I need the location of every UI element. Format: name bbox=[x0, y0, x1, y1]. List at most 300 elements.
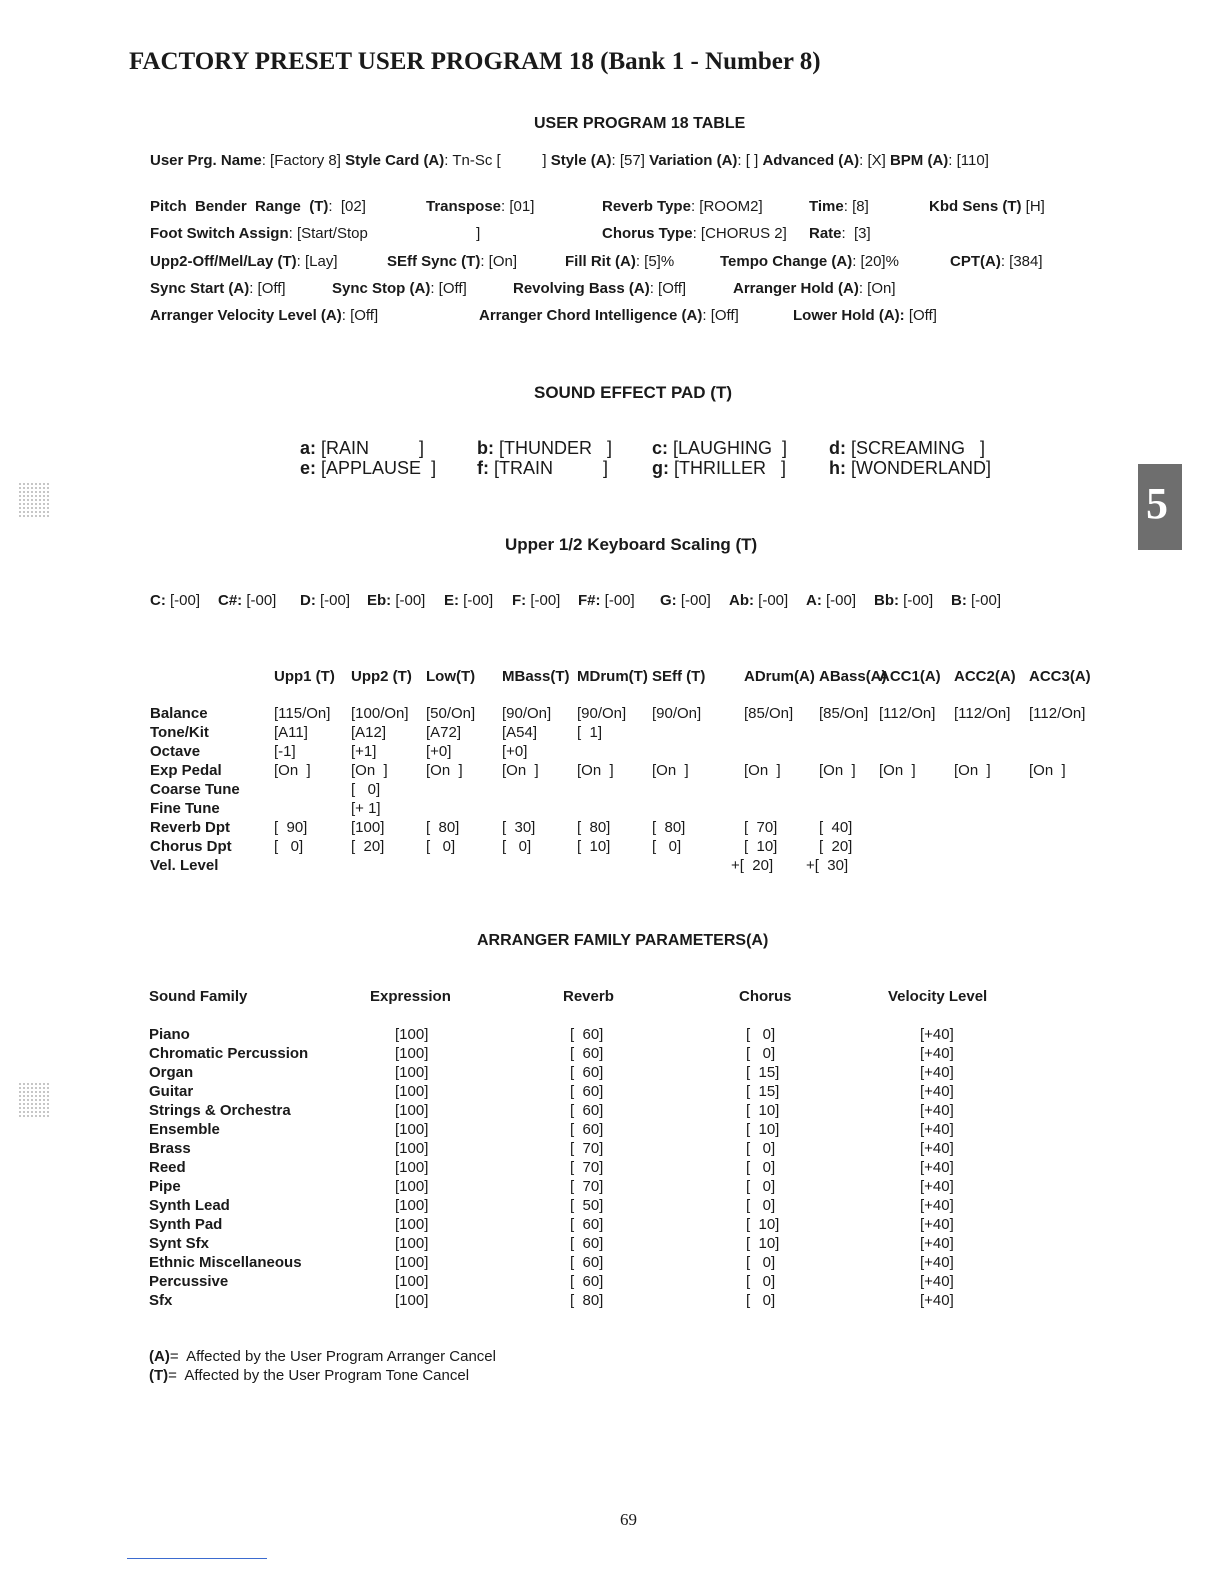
part-cell: [ 40] bbox=[819, 819, 853, 836]
parameter-field bbox=[479, 307, 739, 324]
family-value: [ 60] bbox=[570, 1102, 604, 1119]
part-cell: [On ] bbox=[426, 762, 463, 779]
part-column-header: Upp1 (T) bbox=[274, 668, 335, 685]
scaling-note-label: Ab: bbox=[729, 592, 754, 609]
family-name: Brass bbox=[149, 1140, 191, 1157]
scaling-note-label: A: bbox=[806, 592, 822, 609]
footnote bbox=[149, 1348, 496, 1365]
family-value: [ 10] bbox=[746, 1235, 780, 1252]
footnote-value: = Affected by the User Program Arranger Cancel bbox=[169, 1348, 496, 1365]
part-cell: [On ] bbox=[502, 762, 539, 779]
effect-pad bbox=[300, 458, 436, 479]
part-cell: [ 80] bbox=[426, 819, 460, 836]
family-value: [100] bbox=[395, 1121, 429, 1138]
part-cell: [On ] bbox=[274, 762, 311, 779]
scaling-note-value: [-00] bbox=[600, 592, 635, 609]
footnote-label: (A) bbox=[149, 1348, 170, 1365]
effect-pad bbox=[477, 438, 612, 459]
part-cell: [ 10] bbox=[744, 838, 778, 855]
scaling-note-label: F: bbox=[512, 592, 527, 609]
parameter-field-value: : [8] bbox=[843, 198, 869, 215]
table-title: USER PROGRAM 18 TABLE bbox=[534, 115, 746, 132]
parameter-field bbox=[809, 198, 869, 215]
part-cell: [On ] bbox=[577, 762, 614, 779]
part-cell: [90/On] bbox=[502, 705, 552, 722]
scaling-note bbox=[729, 592, 788, 609]
part-cell: [ 70] bbox=[744, 819, 778, 836]
scaling-note-label: C: bbox=[150, 592, 166, 609]
effect-pad bbox=[300, 438, 424, 459]
parameter-field bbox=[150, 253, 338, 270]
part-cell: [ 0] bbox=[652, 838, 682, 855]
part-cell: [112/On] bbox=[879, 705, 936, 722]
effect-pad-value: [WONDERLAND] bbox=[846, 458, 992, 478]
scaling-note-label: E: bbox=[444, 592, 459, 609]
effect-pad-value: [APPLAUSE ] bbox=[316, 458, 437, 478]
family-value: [ 0] bbox=[746, 1178, 776, 1195]
part-cell: [On ] bbox=[652, 762, 689, 779]
scaling-note-value: [-00] bbox=[526, 592, 561, 609]
family-name: Organ bbox=[149, 1064, 194, 1081]
family-value: [ 0] bbox=[746, 1140, 776, 1157]
part-cell: [On ] bbox=[954, 762, 991, 779]
part-cell: [-1] bbox=[274, 743, 296, 760]
part-cell: [112/On] bbox=[1029, 705, 1086, 722]
scaling-note bbox=[660, 592, 711, 609]
parameter-field bbox=[150, 280, 286, 297]
header-field-label: Style Card (A) bbox=[345, 152, 445, 169]
family-value: [100] bbox=[395, 1064, 429, 1081]
parameter-field-label: Time bbox=[809, 198, 844, 215]
parameter-field-value: : [Off] bbox=[249, 280, 286, 297]
part-cell: [115/On] bbox=[274, 705, 331, 722]
parameter-field-value: : [Start/Stop ] bbox=[288, 225, 481, 242]
parameter-field-label: Reverb Type bbox=[602, 198, 691, 215]
family-value: [ 60] bbox=[570, 1121, 604, 1138]
effect-pad-value: [THUNDER ] bbox=[494, 438, 613, 458]
header-field-value: : [110] bbox=[948, 152, 989, 169]
family-name: Chromatic Percussion bbox=[149, 1045, 309, 1062]
header-field-value: : Tn-Sc [ ] bbox=[444, 152, 551, 169]
family-value: [100] bbox=[395, 1197, 429, 1214]
scaling-note-label: G: bbox=[660, 592, 677, 609]
effect-pad-label: g: bbox=[652, 458, 669, 478]
family-value: [+40] bbox=[920, 1121, 954, 1138]
family-value: [+40] bbox=[920, 1216, 954, 1233]
parameter-field-label: Sync Start (A) bbox=[150, 280, 250, 297]
family-value: [100] bbox=[395, 1178, 429, 1195]
scaling-note-value: [-00] bbox=[754, 592, 789, 609]
part-row-label: Balance bbox=[150, 705, 208, 722]
parameter-field-value: : [Off] bbox=[430, 280, 467, 297]
chapter-tab-marker bbox=[1138, 464, 1182, 550]
family-name: Strings & Orchestra bbox=[149, 1102, 291, 1119]
family-value: [ 60] bbox=[570, 1273, 604, 1290]
part-cell: [100] bbox=[351, 819, 385, 836]
part-column-header: Upp2 (T) bbox=[351, 668, 412, 685]
scaling-note bbox=[218, 592, 276, 609]
parameter-field-label: SEff Sync (T) bbox=[387, 253, 481, 270]
family-value: [ 10] bbox=[746, 1102, 780, 1119]
family-name: Sfx bbox=[149, 1292, 173, 1309]
scaling-note-label: D: bbox=[300, 592, 316, 609]
family-value: [ 60] bbox=[570, 1083, 604, 1100]
family-value: [100] bbox=[395, 1235, 429, 1252]
family-value: [ 70] bbox=[570, 1178, 604, 1195]
family-name: Guitar bbox=[149, 1083, 194, 1100]
header-field-label: Variation (A) bbox=[649, 152, 738, 169]
scaling-note bbox=[444, 592, 493, 609]
part-cell: [On ] bbox=[819, 762, 856, 779]
family-value: [+40] bbox=[920, 1292, 954, 1309]
effect-pad-label: h: bbox=[829, 458, 846, 478]
footnote-label: (T) bbox=[149, 1367, 169, 1384]
family-value: [+40] bbox=[920, 1083, 954, 1100]
family-value: [ 60] bbox=[570, 1026, 604, 1043]
family-value: [ 0] bbox=[746, 1026, 776, 1043]
family-value: [100] bbox=[395, 1254, 429, 1271]
effect-pad-value: [LAUGHING ] bbox=[668, 438, 788, 458]
header-field-label: User Prg. Name bbox=[150, 152, 262, 169]
family-value: [+40] bbox=[920, 1159, 954, 1176]
scaling-note bbox=[806, 592, 856, 609]
part-cell: [+0] bbox=[426, 743, 452, 760]
family-value: [ 60] bbox=[570, 1254, 604, 1271]
part-column-header: ACC1(A) bbox=[879, 668, 941, 685]
parameter-field-label: Chorus Type bbox=[602, 225, 693, 242]
family-value: [+40] bbox=[920, 1064, 954, 1081]
scaling-note bbox=[150, 592, 200, 609]
family-value: [ 60] bbox=[570, 1045, 604, 1062]
family-value: [100] bbox=[395, 1216, 429, 1233]
program-header-line bbox=[150, 152, 989, 169]
parameter-field-label: Kbd Sens (T) bbox=[929, 198, 1022, 215]
effect-pad bbox=[652, 438, 787, 459]
part-cell: [ 0] bbox=[274, 838, 304, 855]
effect-pad bbox=[829, 458, 991, 479]
parameter-field-label: Transpose bbox=[426, 198, 502, 215]
part-row-label: Tone/Kit bbox=[150, 724, 209, 741]
scaling-note-label: Bb: bbox=[874, 592, 899, 609]
scaling-note-label: Eb: bbox=[367, 592, 392, 609]
parameter-field-value: : [384] bbox=[1000, 253, 1043, 270]
header-field-label: Advanced (A) bbox=[762, 152, 860, 169]
parameter-field-value: : [3] bbox=[841, 225, 871, 242]
header-field-value: : [Factory 8] bbox=[261, 152, 346, 169]
family-value: [ 70] bbox=[570, 1140, 604, 1157]
parameter-field-label: Lower Hold (A): bbox=[793, 307, 905, 324]
family-value: [ 0] bbox=[746, 1197, 776, 1214]
effect-pad bbox=[829, 438, 985, 459]
family-name: Percussive bbox=[149, 1273, 229, 1290]
family-value: [+40] bbox=[920, 1026, 954, 1043]
part-cell: [ 90] bbox=[274, 819, 308, 836]
header-field-value: : [X] bbox=[859, 152, 890, 169]
part-column-header: ABass(A) bbox=[819, 668, 887, 685]
effect-pad-label: f: bbox=[477, 458, 489, 478]
header-field-value: : [ ] bbox=[737, 152, 763, 169]
part-cell: [ 0] bbox=[502, 838, 532, 855]
family-value: [ 15] bbox=[746, 1064, 780, 1081]
family-value: [+40] bbox=[920, 1273, 954, 1290]
arranger-family-title: ARRANGER FAMILY PARAMETERS(A) bbox=[477, 932, 769, 949]
parameter-field-label: Foot Switch Assign bbox=[150, 225, 289, 242]
family-value: [ 0] bbox=[746, 1254, 776, 1271]
family-value: [+40] bbox=[920, 1197, 954, 1214]
scaling-note bbox=[512, 592, 560, 609]
parameter-field bbox=[387, 253, 517, 270]
family-value: [+40] bbox=[920, 1045, 954, 1062]
parameter-field bbox=[150, 307, 378, 324]
parameter-field-value: : [Lay] bbox=[296, 253, 338, 270]
parameter-field-value: : [Off] bbox=[341, 307, 379, 324]
part-row-label: Octave bbox=[150, 743, 201, 760]
family-name: Synt Sfx bbox=[149, 1235, 210, 1252]
scaling-note-label: F#: bbox=[578, 592, 601, 609]
header-field-label: Style (A) bbox=[550, 152, 612, 169]
part-column-header: ACC3(A) bbox=[1029, 668, 1091, 685]
parameter-field bbox=[793, 307, 937, 324]
family-name: Piano bbox=[149, 1026, 190, 1043]
part-cell: [+ 1] bbox=[351, 800, 381, 817]
part-cell: [On ] bbox=[1029, 762, 1066, 779]
family-value: [100] bbox=[395, 1292, 429, 1309]
part-cell: [+0] bbox=[502, 743, 528, 760]
family-name: Pipe bbox=[149, 1178, 181, 1195]
part-cell: [ 20] bbox=[819, 838, 853, 855]
scaling-note bbox=[874, 592, 933, 609]
part-column-header: MDrum(T) bbox=[577, 668, 648, 685]
family-value: [100] bbox=[395, 1273, 429, 1290]
parameter-field bbox=[950, 253, 1043, 270]
sound-effect-pad-title: SOUND EFFECT PAD (T) bbox=[534, 383, 733, 402]
effect-pad-label: c: bbox=[652, 438, 669, 458]
parameter-field bbox=[733, 280, 896, 297]
family-value: [+40] bbox=[920, 1140, 954, 1157]
part-column-header: ADrum(A) bbox=[744, 668, 815, 685]
family-value: [+40] bbox=[920, 1254, 954, 1271]
effect-pad-value: [THRILLER ] bbox=[669, 458, 787, 478]
effect-pad bbox=[477, 458, 608, 479]
scaling-note-value: [-00] bbox=[165, 592, 201, 609]
family-name: Ensemble bbox=[149, 1121, 220, 1138]
family-value: [100] bbox=[395, 1159, 429, 1176]
parameter-field bbox=[150, 198, 366, 215]
part-row-label: Vel. Level bbox=[150, 857, 219, 874]
part-cell: [ 80] bbox=[577, 819, 611, 836]
parameter-field-value: : [01] bbox=[501, 198, 535, 215]
family-value: [ 60] bbox=[570, 1216, 604, 1233]
parameter-field bbox=[426, 198, 534, 215]
footer-rule bbox=[127, 1558, 267, 1559]
parameter-field-value: [Off] bbox=[904, 307, 937, 324]
part-cell: [A54] bbox=[502, 724, 538, 741]
parameter-field bbox=[929, 198, 1045, 215]
scaling-note-value: [-00] bbox=[899, 592, 934, 609]
family-name: Synth Pad bbox=[149, 1216, 223, 1233]
effect-pad-value: [RAIN ] bbox=[316, 438, 425, 458]
part-cell: [+1] bbox=[351, 743, 377, 760]
scaling-note-value: [-00] bbox=[391, 592, 426, 609]
part-cell: [90/On] bbox=[652, 705, 702, 722]
part-cell: [50/On] bbox=[426, 705, 476, 722]
family-value: [ 0] bbox=[746, 1273, 776, 1290]
footnote bbox=[149, 1367, 469, 1384]
effect-pad bbox=[652, 458, 786, 479]
family-value: [ 80] bbox=[570, 1292, 604, 1309]
part-cell: [ 30] bbox=[502, 819, 536, 836]
family-column-header: Sound Family bbox=[149, 988, 248, 1005]
part-cell: [100/On] bbox=[351, 705, 409, 722]
family-value: [+40] bbox=[920, 1178, 954, 1195]
family-value: [ 0] bbox=[746, 1045, 776, 1062]
family-column-header: Velocity Level bbox=[888, 988, 988, 1005]
parameter-field-label: Sync Stop (A) bbox=[332, 280, 431, 297]
scaling-note-value: [-00] bbox=[459, 592, 494, 609]
scaling-note bbox=[300, 592, 350, 609]
family-value: [ 0] bbox=[746, 1159, 776, 1176]
family-value: [ 15] bbox=[746, 1083, 780, 1100]
family-value: [ 10] bbox=[746, 1121, 780, 1138]
parameter-field-value: : [On] bbox=[858, 280, 896, 297]
part-cell: [112/On] bbox=[954, 705, 1011, 722]
family-value: [ 0] bbox=[746, 1292, 776, 1309]
part-cell: [A72] bbox=[426, 724, 462, 741]
part-cell: [On ] bbox=[351, 762, 388, 779]
scaling-note bbox=[951, 592, 1001, 609]
parameter-field-value: : [20]% bbox=[852, 253, 899, 270]
family-value: [ 70] bbox=[570, 1159, 604, 1176]
scaling-note-value: [-00] bbox=[315, 592, 351, 609]
effect-pad-label: a: bbox=[300, 438, 317, 458]
header-field-label: BPM (A) bbox=[889, 152, 949, 169]
parameter-field-value: : [Off] bbox=[649, 280, 687, 297]
scaling-note bbox=[578, 592, 635, 609]
part-cell: [ 0] bbox=[426, 838, 456, 855]
part-column-header: ACC2(A) bbox=[954, 668, 1016, 685]
parameter-field-value: [H] bbox=[1021, 198, 1045, 215]
footnote-value: = Affected by the User Program Tone Cancel bbox=[168, 1367, 470, 1384]
family-name: Ethnic Miscellaneous bbox=[149, 1254, 302, 1271]
parameter-field-value: : [On] bbox=[480, 253, 518, 270]
parameter-field-label: Pitch Bender Range (T) bbox=[150, 198, 329, 215]
part-column-header: Low(T) bbox=[426, 668, 476, 685]
parameter-field-label: Revolving Bass (A) bbox=[513, 280, 650, 297]
family-value: [ 50] bbox=[570, 1197, 604, 1214]
parameter-field bbox=[513, 280, 686, 297]
parameter-field-value: : [02] bbox=[328, 198, 366, 215]
part-cell: [ 10] bbox=[577, 838, 611, 855]
part-column-header: SEff (T) bbox=[652, 668, 706, 685]
scaling-note-value: [-00] bbox=[242, 592, 277, 609]
parameter-field-label: Upp2-Off/Mel/Lay (T) bbox=[150, 253, 297, 270]
parameter-field-label: Arranger Hold (A) bbox=[733, 280, 859, 297]
family-value: [100] bbox=[395, 1102, 429, 1119]
page-title: FACTORY PRESET USER PROGRAM 18 (Bank 1 - Number 8) bbox=[129, 48, 821, 75]
part-cell: [ 80] bbox=[652, 819, 686, 836]
family-name: Reed bbox=[149, 1159, 186, 1176]
part-cell: [A12] bbox=[351, 724, 387, 741]
parameter-field-label: Tempo Change (A) bbox=[720, 253, 853, 270]
part-column-header: MBass(T) bbox=[502, 668, 570, 685]
scaling-note bbox=[367, 592, 425, 609]
part-cell: [A11] bbox=[274, 724, 308, 741]
family-value: [100] bbox=[395, 1140, 429, 1157]
part-cell: +[ 30] bbox=[806, 857, 849, 874]
family-value: [+40] bbox=[920, 1235, 954, 1252]
part-row-label: Reverb Dpt bbox=[150, 819, 231, 836]
parameter-field-value: : [CHORUS 2] bbox=[692, 225, 787, 242]
effect-pad-value: [TRAIN ] bbox=[489, 458, 609, 478]
parameter-field bbox=[150, 225, 480, 242]
keyboard-scaling-title: Upper 1/2 Keyboard Scaling (T) bbox=[505, 535, 758, 554]
parameter-field-label: Fill Rit (A) bbox=[565, 253, 636, 270]
parameter-field-label: CPT(A) bbox=[950, 253, 1001, 270]
part-cell: [On ] bbox=[879, 762, 916, 779]
family-column-header: Chorus bbox=[739, 988, 792, 1005]
part-row-label: Coarse Tune bbox=[150, 781, 240, 798]
parameter-field-value: : [Off] bbox=[702, 307, 739, 324]
part-row-label: Fine Tune bbox=[150, 800, 220, 817]
family-value: [ 60] bbox=[570, 1064, 604, 1081]
parameter-field bbox=[332, 280, 467, 297]
parameter-field-label: Rate bbox=[809, 225, 842, 242]
scaling-note-value: [-00] bbox=[821, 592, 857, 609]
parameter-field-value: : [5]% bbox=[635, 253, 675, 270]
family-column-header: Expression bbox=[370, 988, 451, 1005]
part-cell: [ 20] bbox=[351, 838, 385, 855]
part-cell: [85/On] bbox=[819, 705, 869, 722]
parameter-field bbox=[565, 253, 674, 270]
scaling-note-value: [-00] bbox=[966, 592, 1002, 609]
family-value: [ 60] bbox=[570, 1235, 604, 1252]
part-cell: [On ] bbox=[744, 762, 781, 779]
family-value: [100] bbox=[395, 1026, 429, 1043]
part-cell: [85/On] bbox=[744, 705, 794, 722]
parameter-field-label: Arranger Chord Intelligence (A) bbox=[479, 307, 703, 324]
part-cell: [ 0] bbox=[351, 781, 381, 798]
part-row-label: Exp Pedal bbox=[150, 762, 222, 779]
part-row-label: Chorus Dpt bbox=[150, 838, 232, 855]
scaling-note-label: C#: bbox=[218, 592, 243, 609]
chapter-number: 5 bbox=[1146, 479, 1168, 528]
part-cell: +[ 20] bbox=[731, 857, 774, 874]
parameter-field bbox=[602, 225, 787, 242]
family-value: [100] bbox=[395, 1045, 429, 1062]
family-name: Synth Lead bbox=[149, 1197, 230, 1214]
family-value: [+40] bbox=[920, 1102, 954, 1119]
parameter-field bbox=[809, 225, 871, 242]
effect-pad-value: [SCREAMING ] bbox=[846, 438, 986, 458]
scan-speckle bbox=[18, 1082, 50, 1118]
page-number: 69 bbox=[620, 1510, 637, 1529]
effect-pad-label: e: bbox=[300, 458, 317, 478]
part-cell: [90/On] bbox=[577, 705, 627, 722]
scan-speckle bbox=[18, 482, 50, 518]
family-value: [ 10] bbox=[746, 1216, 780, 1233]
effect-pad-label: b: bbox=[477, 438, 494, 458]
scaling-note-label: B: bbox=[951, 592, 967, 609]
header-field-value: : [57] bbox=[611, 152, 650, 169]
family-value: [100] bbox=[395, 1083, 429, 1100]
parameter-field-label: Arranger Velocity Level (A) bbox=[150, 307, 342, 324]
parameter-field bbox=[602, 198, 763, 215]
scaling-note-value: [-00] bbox=[676, 592, 711, 609]
part-cell: [ 1] bbox=[577, 724, 603, 741]
parameter-field bbox=[720, 253, 899, 270]
effect-pad-label: d: bbox=[829, 438, 846, 458]
parameter-field-value: : [ROOM2] bbox=[690, 198, 763, 215]
